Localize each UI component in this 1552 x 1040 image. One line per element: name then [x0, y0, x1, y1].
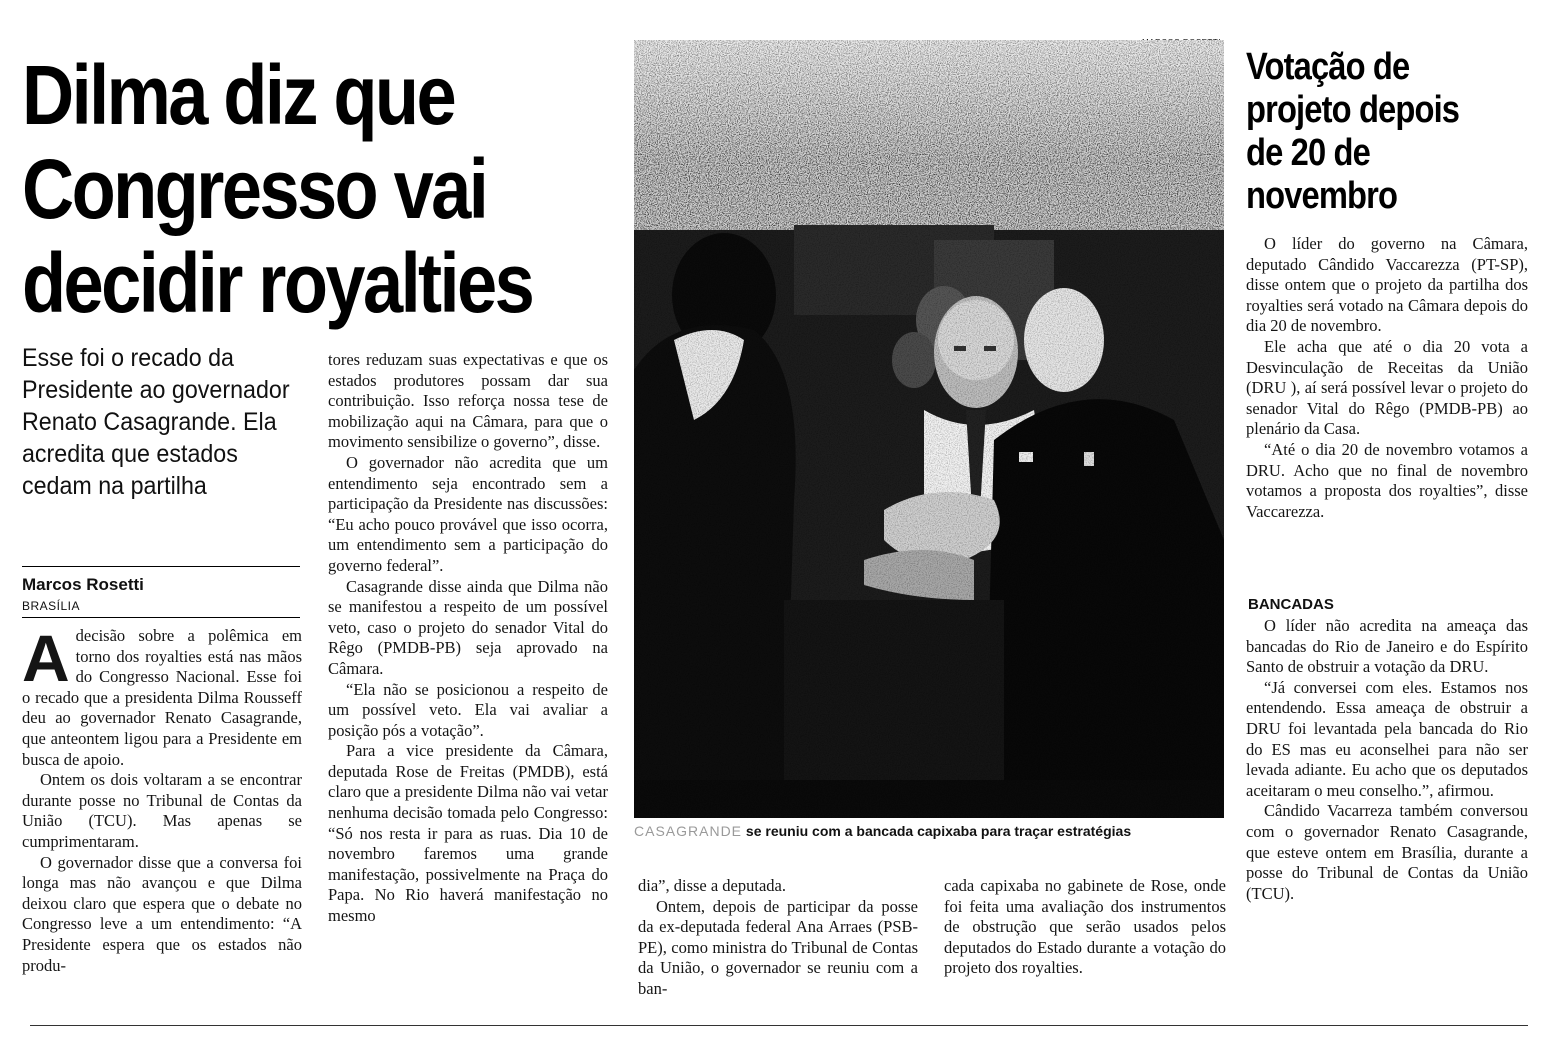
byline-bottom-rule: [22, 617, 300, 618]
caption-text: se reuniu com a bancada capixaba para traçar estratégias: [745, 823, 1132, 839]
paragraph: “Até o dia 20 de novembro votamos a DRU. Acho que no final de novembro votamos a proposta dos royalties”, disse Vaccarezza.: [1246, 439, 1528, 521]
paragraph: O governador não acredita que um entendimento seja encontrado sem a participação da Presidente nas discussões: “Eu acho pouco provável que isso ocorra, um entendimento sem a participação do governo federal”.: [328, 452, 608, 575]
sidebar-subhead: BANCADAS: [1248, 596, 1334, 613]
bottom-rule: [30, 1025, 1528, 1026]
paragraph: Ele acha que até o dia 20 vota a Desvinculação de Receitas da União (DRU ), aí será possível levar o projeto do senador Vital do Rêgo (PMDB-PB) ao plenário da Casa.: [1246, 336, 1528, 439]
paragraph: Ontem, depois de participar da posse da ex-deputada federal Ana Arraes (PSB-PE), como ministra do Tribunal de Contas da União, o governador se reuniu com a ban-: [638, 896, 918, 998]
byline-top-rule: [22, 566, 300, 567]
sidebar-column: [1246, 234, 1528, 522]
sidebar-column-b: [1246, 616, 1528, 904]
paragraph: dia”, disse a deputada.: [638, 876, 786, 895]
news-photo: [634, 40, 1224, 818]
article-column-4: [944, 876, 1226, 979]
paragraph: “Ela não se posicionou a respeito de um possível veto. Ela vai avaliar a posição pós a votação”.: [328, 679, 608, 740]
paragraph: O líder do governo na Câmara, deputado Cândido Vaccarezza (PT-SP), disse ontem que o projeto da partilha dos royalties será votado na Câmara depois do dia 20 de novembro.: [1246, 234, 1528, 336]
paragraph: O líder não acredita na ameaça das bancadas do Rio de Janeiro e do Espírito Santo de obstruir a votação da DRU.: [1246, 616, 1528, 677]
paragraph: Ontem os dois voltaram a se encontrar durante posse no Tribunal de Contas da União (TCU). Mas apenas se cumprimentaram.: [22, 770, 302, 851]
drop-cap: A: [22, 621, 70, 695]
paragraph: Cândido Vacarreza também conversou com o governador Renato Casagrande, que esteve ontem em Brasília, durante a posse do Tribunal de Contas da União (TCU).: [1246, 801, 1528, 903]
photo-illustration: [634, 40, 1224, 818]
article-column-1: [22, 621, 302, 976]
paragraph: O governador disse que a conversa foi longa mas não avançou e que Dilma deixou claro que espera que o debate no Congresso leve a um entendimento: “A Presidente espera que os estados não produ-: [22, 852, 302, 975]
article-headline: Dilma diz que Congresso vai decidir royalties: [22, 48, 533, 330]
article-column-2: [328, 350, 608, 927]
article-deck: Esse foi o recado da Presidente ao governador Renato Casagrande. Ela acredita que estados cedam na partilha: [22, 344, 290, 500]
dateline: BRASÍLIA: [22, 599, 81, 613]
paragraph: Para a vice presidente da Câmara, deputada Rose de Freitas (PMDB), está claro que a presidente Dilma não vai vetar nenhuma decisão tomada pelo Congresso: “Só nos resta ir para as ruas. Dia 10 de novembro faremos uma grande manifestação, possivelmente na Praça do Papa. No Rio haverá manifestação no mesmo: [328, 741, 608, 926]
paragraph: Adecisão sobre a polêmica em torno dos royalties está nas mãos do Congresso Nacional. Esse foi o recado que a presidenta Dilma Rousseff deu ao governador Renato Casagrande, que anteontem ligou para a Presidente em busca de apoio.: [22, 621, 302, 769]
sidebar-headline: Votação de projeto depois de 20 de novembro: [1246, 46, 1460, 217]
paragraph: Casagrande disse ainda que Dilma não se manifestou a respeito de um possível veto, caso o projeto do senador Vital do Rêgo (PMDB-PB) seja aprovado na Câmara.: [328, 576, 608, 678]
paragraph: tores reduzam suas expectativas e que os estados produtores possam dar sua contribuição. Isso reforça nossa tese de mobilização aqui na Câmara, para que o movimento sensibilize o governo”, disse.: [328, 350, 608, 452]
paragraph: “Já conversei com eles. Estamos nos entendendo. Essa ameaça de obstruir a DRU foi levantada pela bancada do Rio do ES mas eu aconselhei para não ser levada adiante. Eu acho que os deputados aceitaram o meu conselho.”, afirmou.: [1246, 677, 1528, 800]
byline: Marcos Rosetti: [22, 575, 144, 594]
caption-faded-name: CASAGRANDE: [634, 823, 743, 839]
paragraph: cada capixaba no gabinete de Rose, onde foi feita uma avaliação dos instrumentos de obstrução que serão usados pelos deputados do Estado durante a votação do projeto dos royalties.: [944, 876, 1226, 978]
photo-caption: [634, 823, 1224, 839]
article-column-3: [638, 876, 918, 1000]
